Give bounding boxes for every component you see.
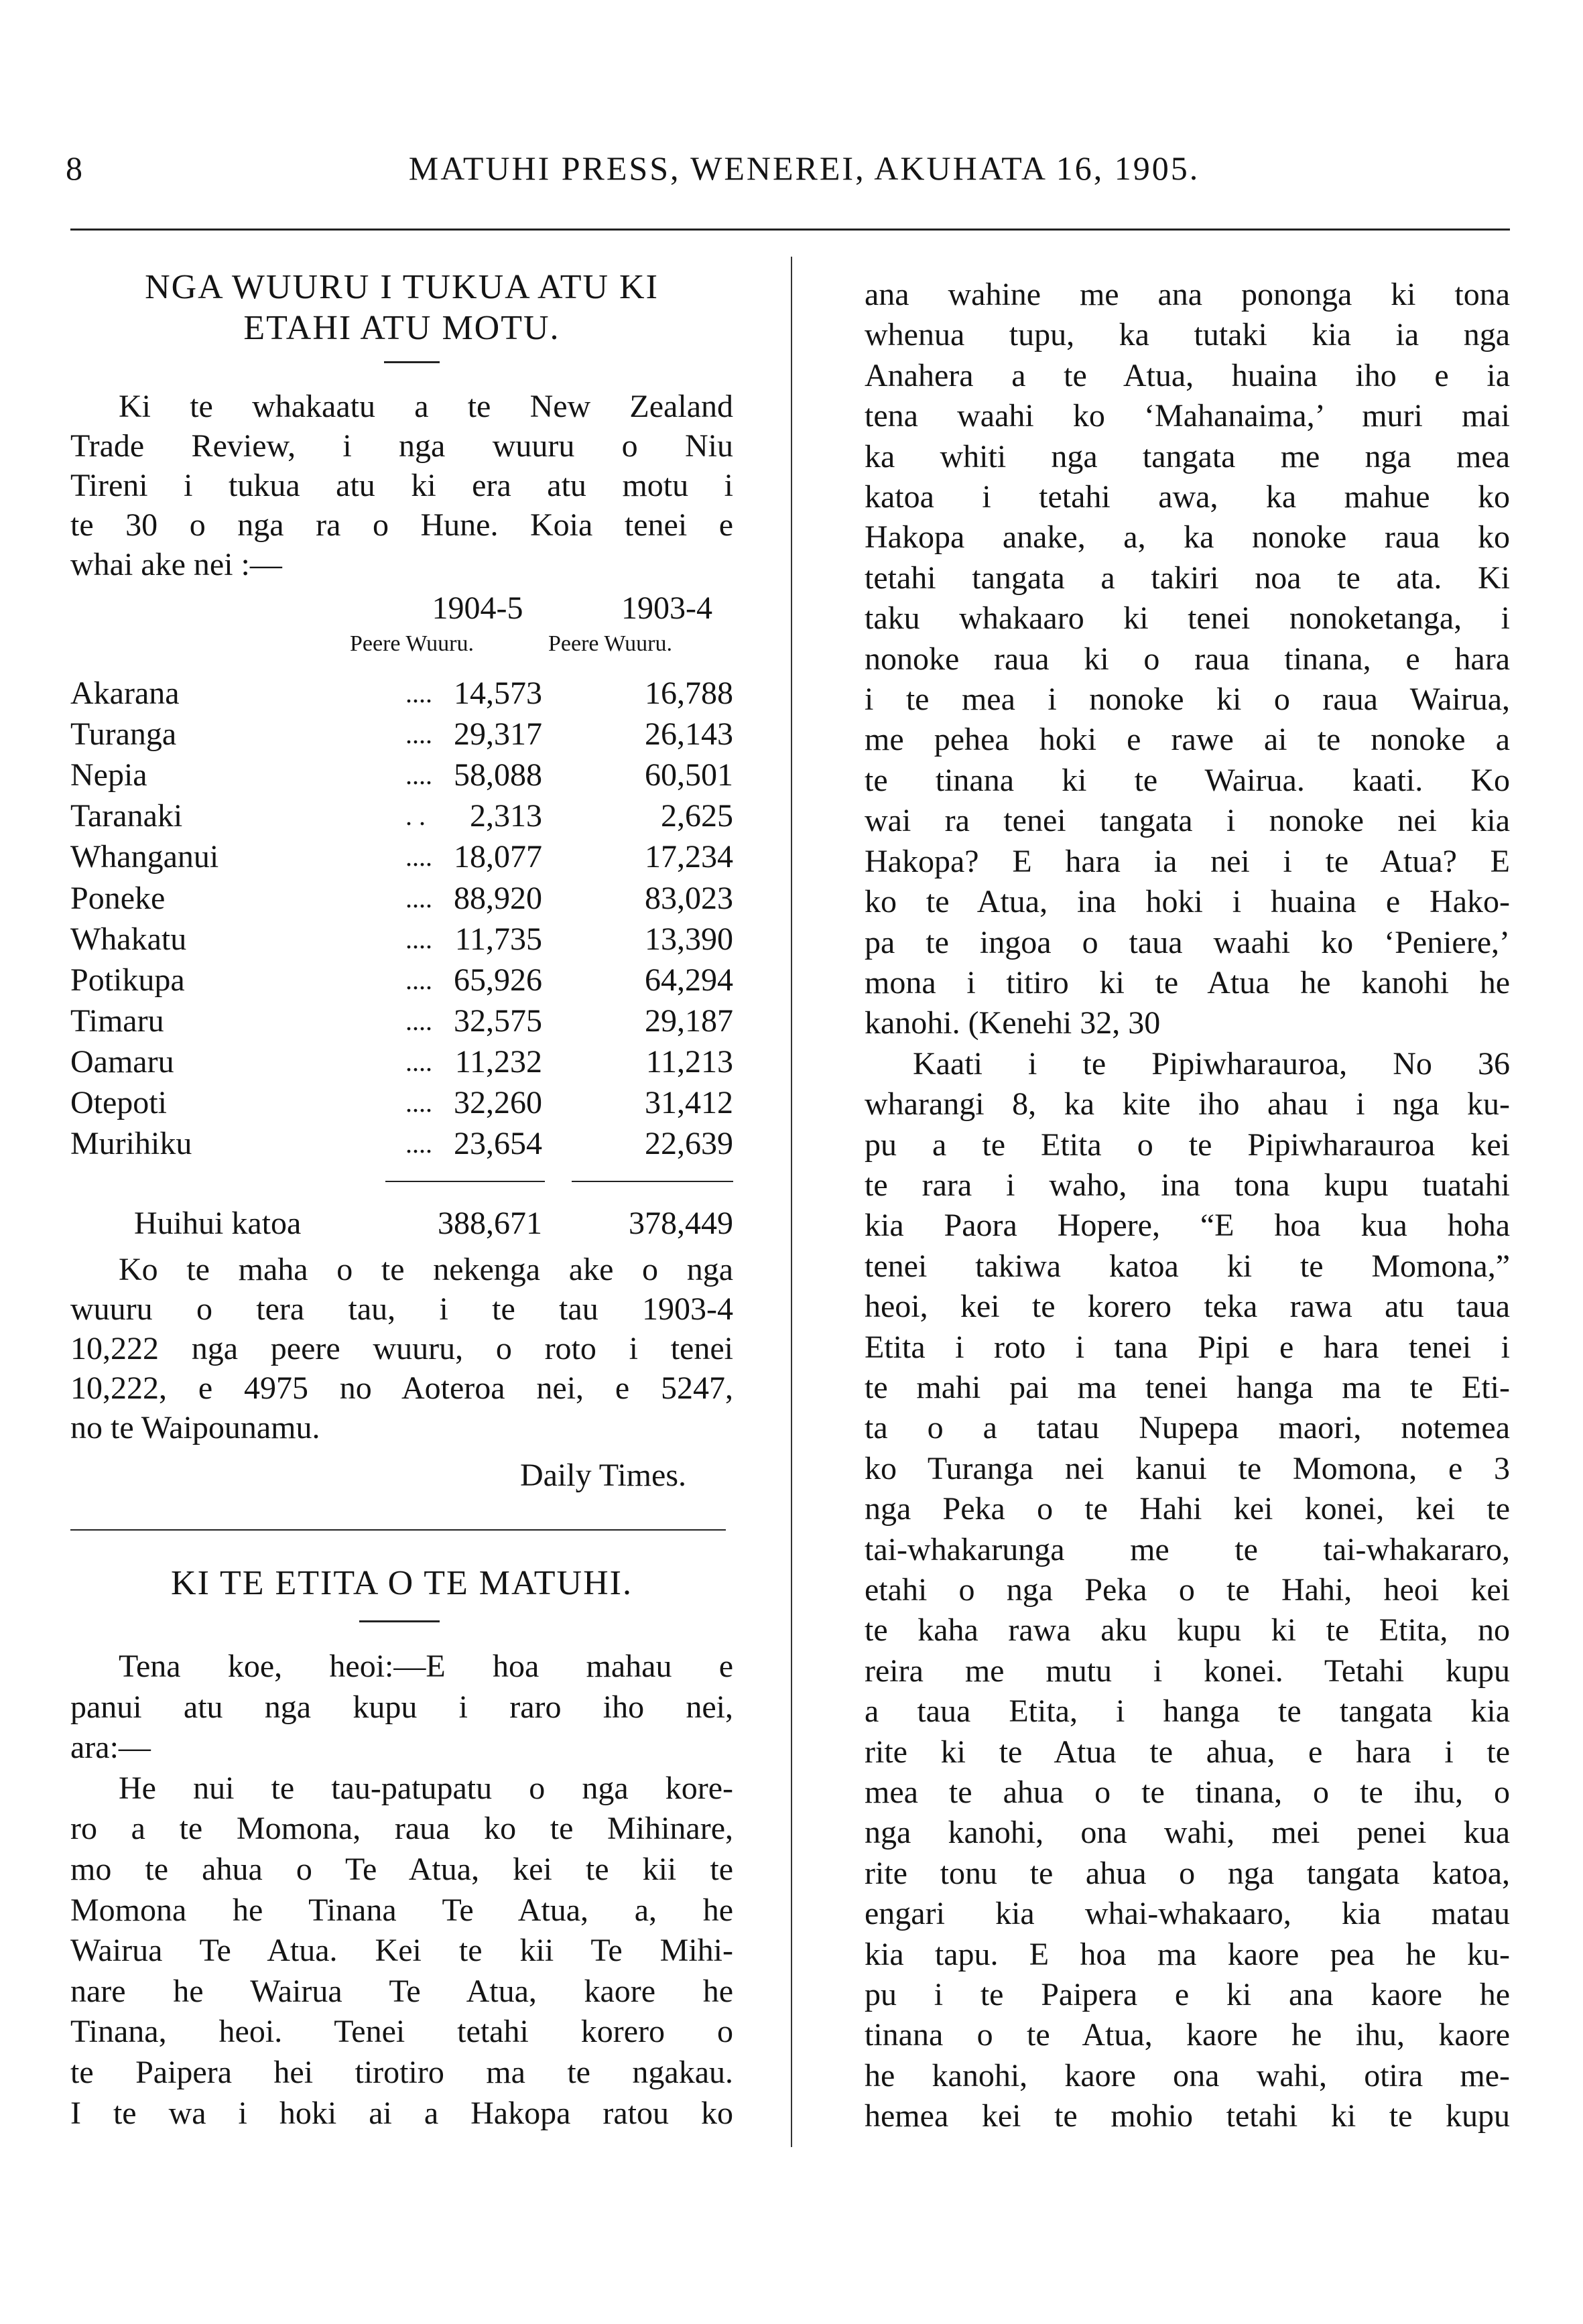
dot-leader: .... [405, 1046, 432, 1077]
text-line: Ki te whakaatu a te New Zealand [119, 389, 733, 424]
dot-leader: .... [405, 1005, 432, 1036]
article-separator [70, 1529, 726, 1531]
text-line: no te Waipounamu. [70, 1410, 320, 1445]
text-line: heoi, kei te korero teka rawa atu taua [865, 1289, 1510, 1325]
table-row [70, 878, 733, 919]
dot-leader: .... [405, 842, 432, 873]
text-line: rite ki te Atua te ahua, e hara i te [865, 1734, 1510, 1770]
district-name: Nepia [70, 757, 147, 793]
text-line: Wairua Te Atua. Kei te kii Te Mihi- [70, 1933, 733, 1969]
text-line: mea te ahua o te tinana, o te ihu, o [865, 1774, 1510, 1811]
dot-leader: .... [405, 883, 432, 913]
text-line: tenei takiwa katoa ki te Momona,” [865, 1248, 1510, 1284]
table-row [70, 1082, 733, 1123]
text-line: taku whakaaro ki tenei nonoketanga, i [865, 600, 1510, 637]
value-1904: 23,654 [454, 1126, 542, 1162]
text-line: wuuru o tera tau, i te tau 1903-4 [70, 1291, 733, 1327]
article-letter-left [70, 1647, 733, 2134]
table-row [70, 919, 733, 960]
value-1903: 60,501 [645, 757, 733, 793]
dot-leader: .... [405, 1128, 432, 1159]
district-name: Otepoti [70, 1085, 167, 1120]
value-1903: 16,788 [645, 675, 733, 711]
value-1903: 13,390 [645, 921, 733, 957]
district-name: Turanga [70, 716, 177, 753]
text-line: wharangi 8, ka kite iho ahau i nga ku- [865, 1086, 1510, 1122]
text-line: me pehea hoki e rawe ai te nonoke a [865, 722, 1510, 758]
sum-rule-2 [572, 1181, 733, 1182]
text-line: tena waahi ko ‘Mahanaima,’ muri mai [865, 398, 1510, 434]
dot-leader: .... [405, 678, 432, 708]
text-line: Momona he Tinana Te Atua, a, he [70, 1892, 733, 1928]
dot-leader: .... [405, 719, 432, 750]
text-line: katoa i tetahi awa, ka mahue ko [865, 479, 1510, 515]
text-line: tai-whakarunga me te tai-whakararo, [865, 1531, 1510, 1567]
text-line: Tireni i tukua atu ki era atu motu i [70, 468, 733, 503]
text-line: ta o a tatau Nupepa maori, notemea [865, 1410, 1510, 1446]
district-name: Whanganui [70, 839, 219, 875]
text-line: ko Turanga nei kanui te Momona, e 3 [865, 1450, 1510, 1486]
text-line: mo te ahua o Te Atua, kei te kii te [70, 1851, 733, 1887]
dot-leader: .... [405, 760, 432, 791]
column-divider [791, 257, 792, 2147]
dot-leader: .... [405, 923, 432, 954]
value-1904: 58,088 [454, 757, 542, 793]
text-line: a taua Etita, i hanga te tangata kia [865, 1693, 1510, 1730]
text-line: pu i te Paipera e ki ana kaore he [865, 1977, 1510, 2013]
text-line: nare he Wairua Te Atua, kaore he [70, 1973, 733, 2009]
text-line: nonoke raua ki o raua tinana, e hara [865, 641, 1510, 677]
total-1903: 378,449 [629, 1206, 733, 1241]
text-line: Tena koe, heoi:—E hoa mahau e [119, 1649, 733, 1684]
text-line: te rara i waho, ina tona kupu tuatahi [865, 1167, 1510, 1203]
text-line: pa te ingoa o taua waahi ko ‘Peniere,’ [865, 924, 1510, 960]
text-line: whai ake nei :— [70, 547, 282, 582]
table-row [70, 836, 733, 877]
text-line: Etita i roto i tana Pipi e hara tenei i [865, 1329, 1510, 1365]
source-credit: Daily Times. [519, 1458, 686, 1493]
text-line: i te mea i nonoke ki o raua Wairua, [865, 682, 1510, 718]
value-1904: 11,735 [454, 921, 542, 957]
text-line: Anahera a te Atua, huaina iho e ia [865, 357, 1510, 393]
title-dash [359, 1620, 440, 1622]
text-line: ko te Atua, ina hoki i huaina e Hako- [865, 884, 1510, 920]
value-1903: 29,187 [645, 1003, 733, 1039]
col-header-1903: 1903-4 [621, 590, 712, 626]
value-1903: 64,294 [645, 962, 733, 998]
title-line: NGA WUURU I TUKUA ATU KI [145, 268, 659, 306]
header-rule [70, 229, 1510, 231]
text-line: tetahi tangata a takiri noa te ata. Ki [865, 560, 1510, 596]
text-line: kia tapu. E hoa ma kaore pea he ku- [865, 1936, 1510, 1972]
value-1904: 32,575 [454, 1003, 542, 1039]
text-line: He nui te tau-patupatu o nga kore- [119, 1770, 733, 1806]
district-name: Potikupa [70, 962, 185, 998]
dot-leader: . . [405, 801, 426, 832]
value-1904: 29,317 [454, 716, 542, 753]
value-1904: 65,926 [454, 962, 542, 998]
total-row [70, 1203, 733, 1244]
table-row [70, 1000, 733, 1041]
text-line: te kaha rawa aku kupu ki te Etita, no [865, 1612, 1510, 1649]
table-row [70, 755, 733, 795]
dot-leader: .... [405, 1088, 432, 1118]
text-line: I te wa i hoki ai a Hakopa ratou ko [70, 2095, 733, 2131]
table-row [70, 714, 733, 755]
district-name: Timaru [70, 1003, 164, 1039]
district-name: Murihiku [70, 1126, 192, 1162]
text-line: te tinana ki te Wairua. kaati. Ko [865, 762, 1510, 798]
unit-header-1: Peere Wuuru. [350, 631, 474, 656]
sum-rule-1 [385, 1181, 545, 1182]
value-1904: 32,260 [454, 1085, 542, 1120]
value-1903: 83,023 [645, 880, 733, 916]
district-name: Poneke [70, 880, 166, 916]
value-1904: 14,573 [454, 675, 542, 711]
text-line: nga Peka o te Hahi kei konei, kei te [865, 1491, 1510, 1527]
text-line: Kaati i te Pipiwharauroa, No 36 [913, 1045, 1510, 1082]
district-name: Akarana [70, 675, 180, 711]
district-name: Oamaru [70, 1043, 174, 1080]
value-1903: 26,143 [645, 716, 733, 753]
running-header: MATUHI PRESS, WENEREI, AKUHATA 16, 1905. [408, 149, 1200, 187]
text-line: Hakopa anake, a, ka nonoke raua ko [865, 519, 1510, 556]
article-letter-right [865, 275, 1510, 2137]
table-row [70, 673, 733, 714]
table-row [70, 1123, 733, 1164]
text-line: te 30 o nga ra o Hune. Koia tenei e [70, 507, 733, 543]
value-1904: 88,920 [454, 880, 542, 916]
value-1903: 2,625 [661, 798, 733, 834]
text-line: reira me mutu i konei. Tetahi kupu [865, 1653, 1510, 1689]
value-1904: 18,077 [454, 839, 542, 875]
title-line: ETAHI ATU MOTU. [243, 309, 560, 347]
text-line: Trade Review, i nga wuuru o Niu [70, 428, 733, 464]
value-1903: 31,412 [645, 1085, 733, 1120]
text-line: mona i titiro ki te Atua he kanohi he [865, 964, 1510, 1000]
article-wool-intro [70, 387, 733, 584]
value-1903: 22,639 [645, 1126, 733, 1162]
text-line: kia Paora Hopere, “E hoa kua hoha [865, 1208, 1510, 1244]
text-line: panui atu nga kupu i raro iho nei, [70, 1689, 733, 1725]
text-line: ro a te Momona, raua ko te Mihinare, [70, 1811, 733, 1847]
table-row [70, 795, 733, 836]
total-label: Huihui katoa [134, 1206, 302, 1241]
text-line: he kanohi, kaore ona wahi, otira me- [865, 2057, 1510, 2093]
value-1903: 17,234 [645, 839, 733, 875]
text-line: Hakopa? E hara ia nei i te Atua? E [865, 843, 1510, 879]
district-name: Taranaki [70, 798, 183, 834]
table-row [70, 1041, 733, 1082]
title-dash [384, 361, 440, 363]
text-line: kanohi. (Kenehi 32, 30 [865, 1005, 1161, 1041]
dot-leader: .... [405, 964, 432, 995]
text-line: wai ra tenei tangata i nonoke nei kia [865, 803, 1510, 839]
unit-header-2: Peere Wuuru. [548, 631, 672, 656]
text-line: Ko te maha o te nekenga ake o nga [119, 1252, 733, 1287]
text-line: ka whiti nga tangata me nga mea [865, 438, 1510, 474]
district-name: Whakatu [70, 921, 187, 957]
value-1904: 11,232 [454, 1043, 542, 1080]
text-line: rite tonu te ahua o nga tangata katoa, [865, 1855, 1510, 1891]
text-line: nga kanohi, ona wahi, mei penei kua [865, 1815, 1510, 1851]
text-line: ara:— [70, 1730, 151, 1766]
text-line: Tinana, heoi. Tenei tetahi korero o [70, 2014, 733, 2050]
text-line: engari kia whai-whakaaro, kia matau [865, 1896, 1510, 1932]
text-line: whenua tupu, ka tutaki kia ia nga [865, 317, 1510, 353]
text-line: 10,222, e 4975 no Aoteroa nei, e 5247, [70, 1370, 733, 1406]
article-wool-outro [70, 1250, 733, 1447]
total-1904: 388,671 [438, 1206, 542, 1241]
text-line: ana wahine me ana pononga ki tona [865, 277, 1510, 312]
text-line: te mahi pai ma tenei hanga ma te Eti- [865, 1369, 1510, 1405]
article-letter-title: KI TE ETITA O TE MATUHI. [171, 1564, 633, 1602]
article-wool-title [70, 267, 733, 348]
value-1904: 2,313 [470, 798, 542, 834]
text-line: hemea kei te mohio tetahi ki te kupu [865, 2098, 1510, 2134]
value-1903: 11,213 [645, 1043, 733, 1080]
text-line: tinana o te Atua, kaore he ihu, kaore [865, 2017, 1510, 2053]
table-row [70, 960, 733, 1000]
page-number: 8 [66, 149, 82, 187]
text-line: etahi o nga Peka o te Hahi, heoi kei [865, 1572, 1510, 1608]
text-line: te Paipera hei tirotiro ma te ngakau. [70, 2054, 733, 2090]
text-line: pu a te Etita o te Pipiwharauroa kei [865, 1126, 1510, 1163]
text-line: 10,222 nga peere wuuru, o roto i tenei [70, 1331, 733, 1366]
col-header-1904: 1904-5 [432, 590, 523, 626]
